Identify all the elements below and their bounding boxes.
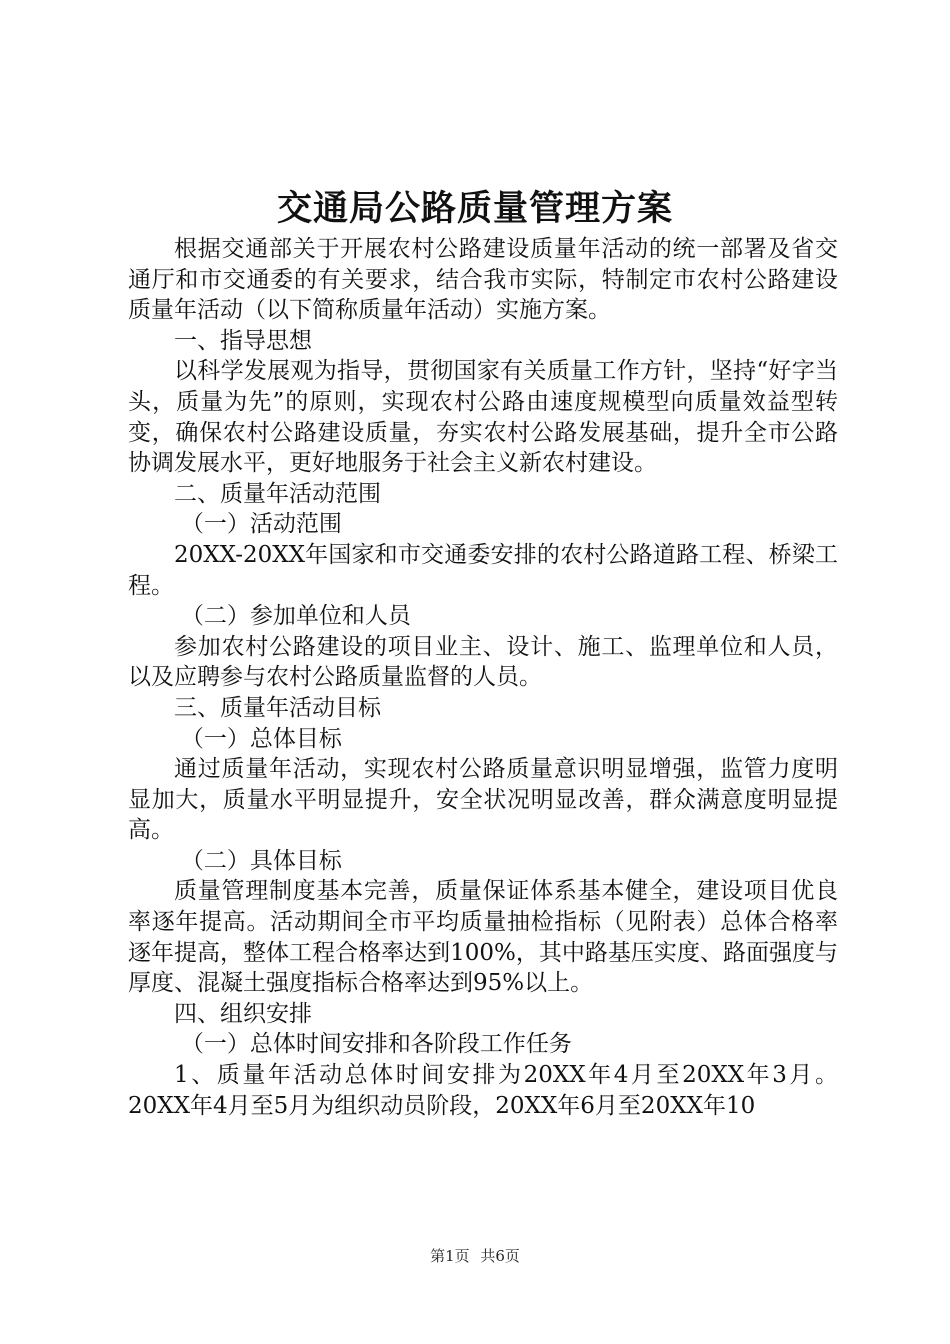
page-footer	[0, 1246, 950, 1266]
page-number: 第1页	[430, 1247, 470, 1265]
document-title: 交通局公路质量管理方案	[276, 188, 673, 229]
section-heading-activity-scope: 二、质量年活动范围	[174, 480, 381, 507]
subsection-heading-overall-goal: （一）总体目标	[180, 725, 342, 752]
paragraph-intro: 根据交通部关于开展农村公路建设质量年活动的统一部署及省交通厅和市交通委的有关要求，结合我市实际，特制定市农村公路建设质量年活动（以下简称质量年活动）实施方案。	[128, 236, 838, 324]
section-heading-organization: 四、组织安排	[174, 1000, 312, 1027]
section-heading-guiding-ideology: 一、指导思想	[174, 327, 312, 354]
section-heading-goals: 三、质量年活动目标	[174, 694, 381, 721]
paragraph-guiding-ideology: 以科学发展观为指导，贯彻国家有关质量工作方针，坚持“好字当头，质量为先”的原则，实现农村公路由速度规模型向质量效益型转变，确保农村公路建设质量，夯实农村公路发展基础，提升全市公路协调发展水平，更好地服务于社会主义新农村建设。	[128, 358, 838, 477]
paragraph-scope: 20XX-20XX年国家和市交通委安排的农村公路道路工程、桥梁工程。	[128, 541, 838, 599]
document-body	[128, 234, 838, 1121]
paragraph-specific-goals: 质量管理制度基本完善，质量保证体系基本健全，建设项目优良率逐年提高。活动期间全市平均质量抽检指标（见附表）总体合格率逐年提高，整体工程合格率达到100%，其中路基压实度、路面强度与厚度、混凝土强度指标合格率达到95%以上。	[128, 878, 838, 997]
subsection-heading-schedule: （一）总体时间安排和各阶段工作任务	[180, 1031, 572, 1058]
page-total: 共6页	[480, 1247, 520, 1265]
subsection-heading-scope: （一）活动范围	[180, 511, 342, 538]
subsection-heading-specific-goals: （二）具体目标	[180, 847, 342, 874]
paragraph-schedule: 1、质量年活动总体时间安排为20XX年4月至20XX年3月。20XX年4月至5月为组织动员阶段，20XX年6月至20XX年10	[128, 1062, 838, 1119]
paragraph-participants: 参加农村公路建设的项目业主、设计、施工、监理单位和人员，以及应聘参与农村公路质量监督的人员。	[128, 633, 838, 691]
paragraph-overall-goal: 通过质量年活动，实现农村公路质量意识明显增强，监管力度明显加大，质量水平明显提升，安全状况明显改善，群众满意度明显提高。	[128, 756, 838, 844]
subsection-heading-participants: （二）参加单位和人员	[180, 603, 411, 630]
